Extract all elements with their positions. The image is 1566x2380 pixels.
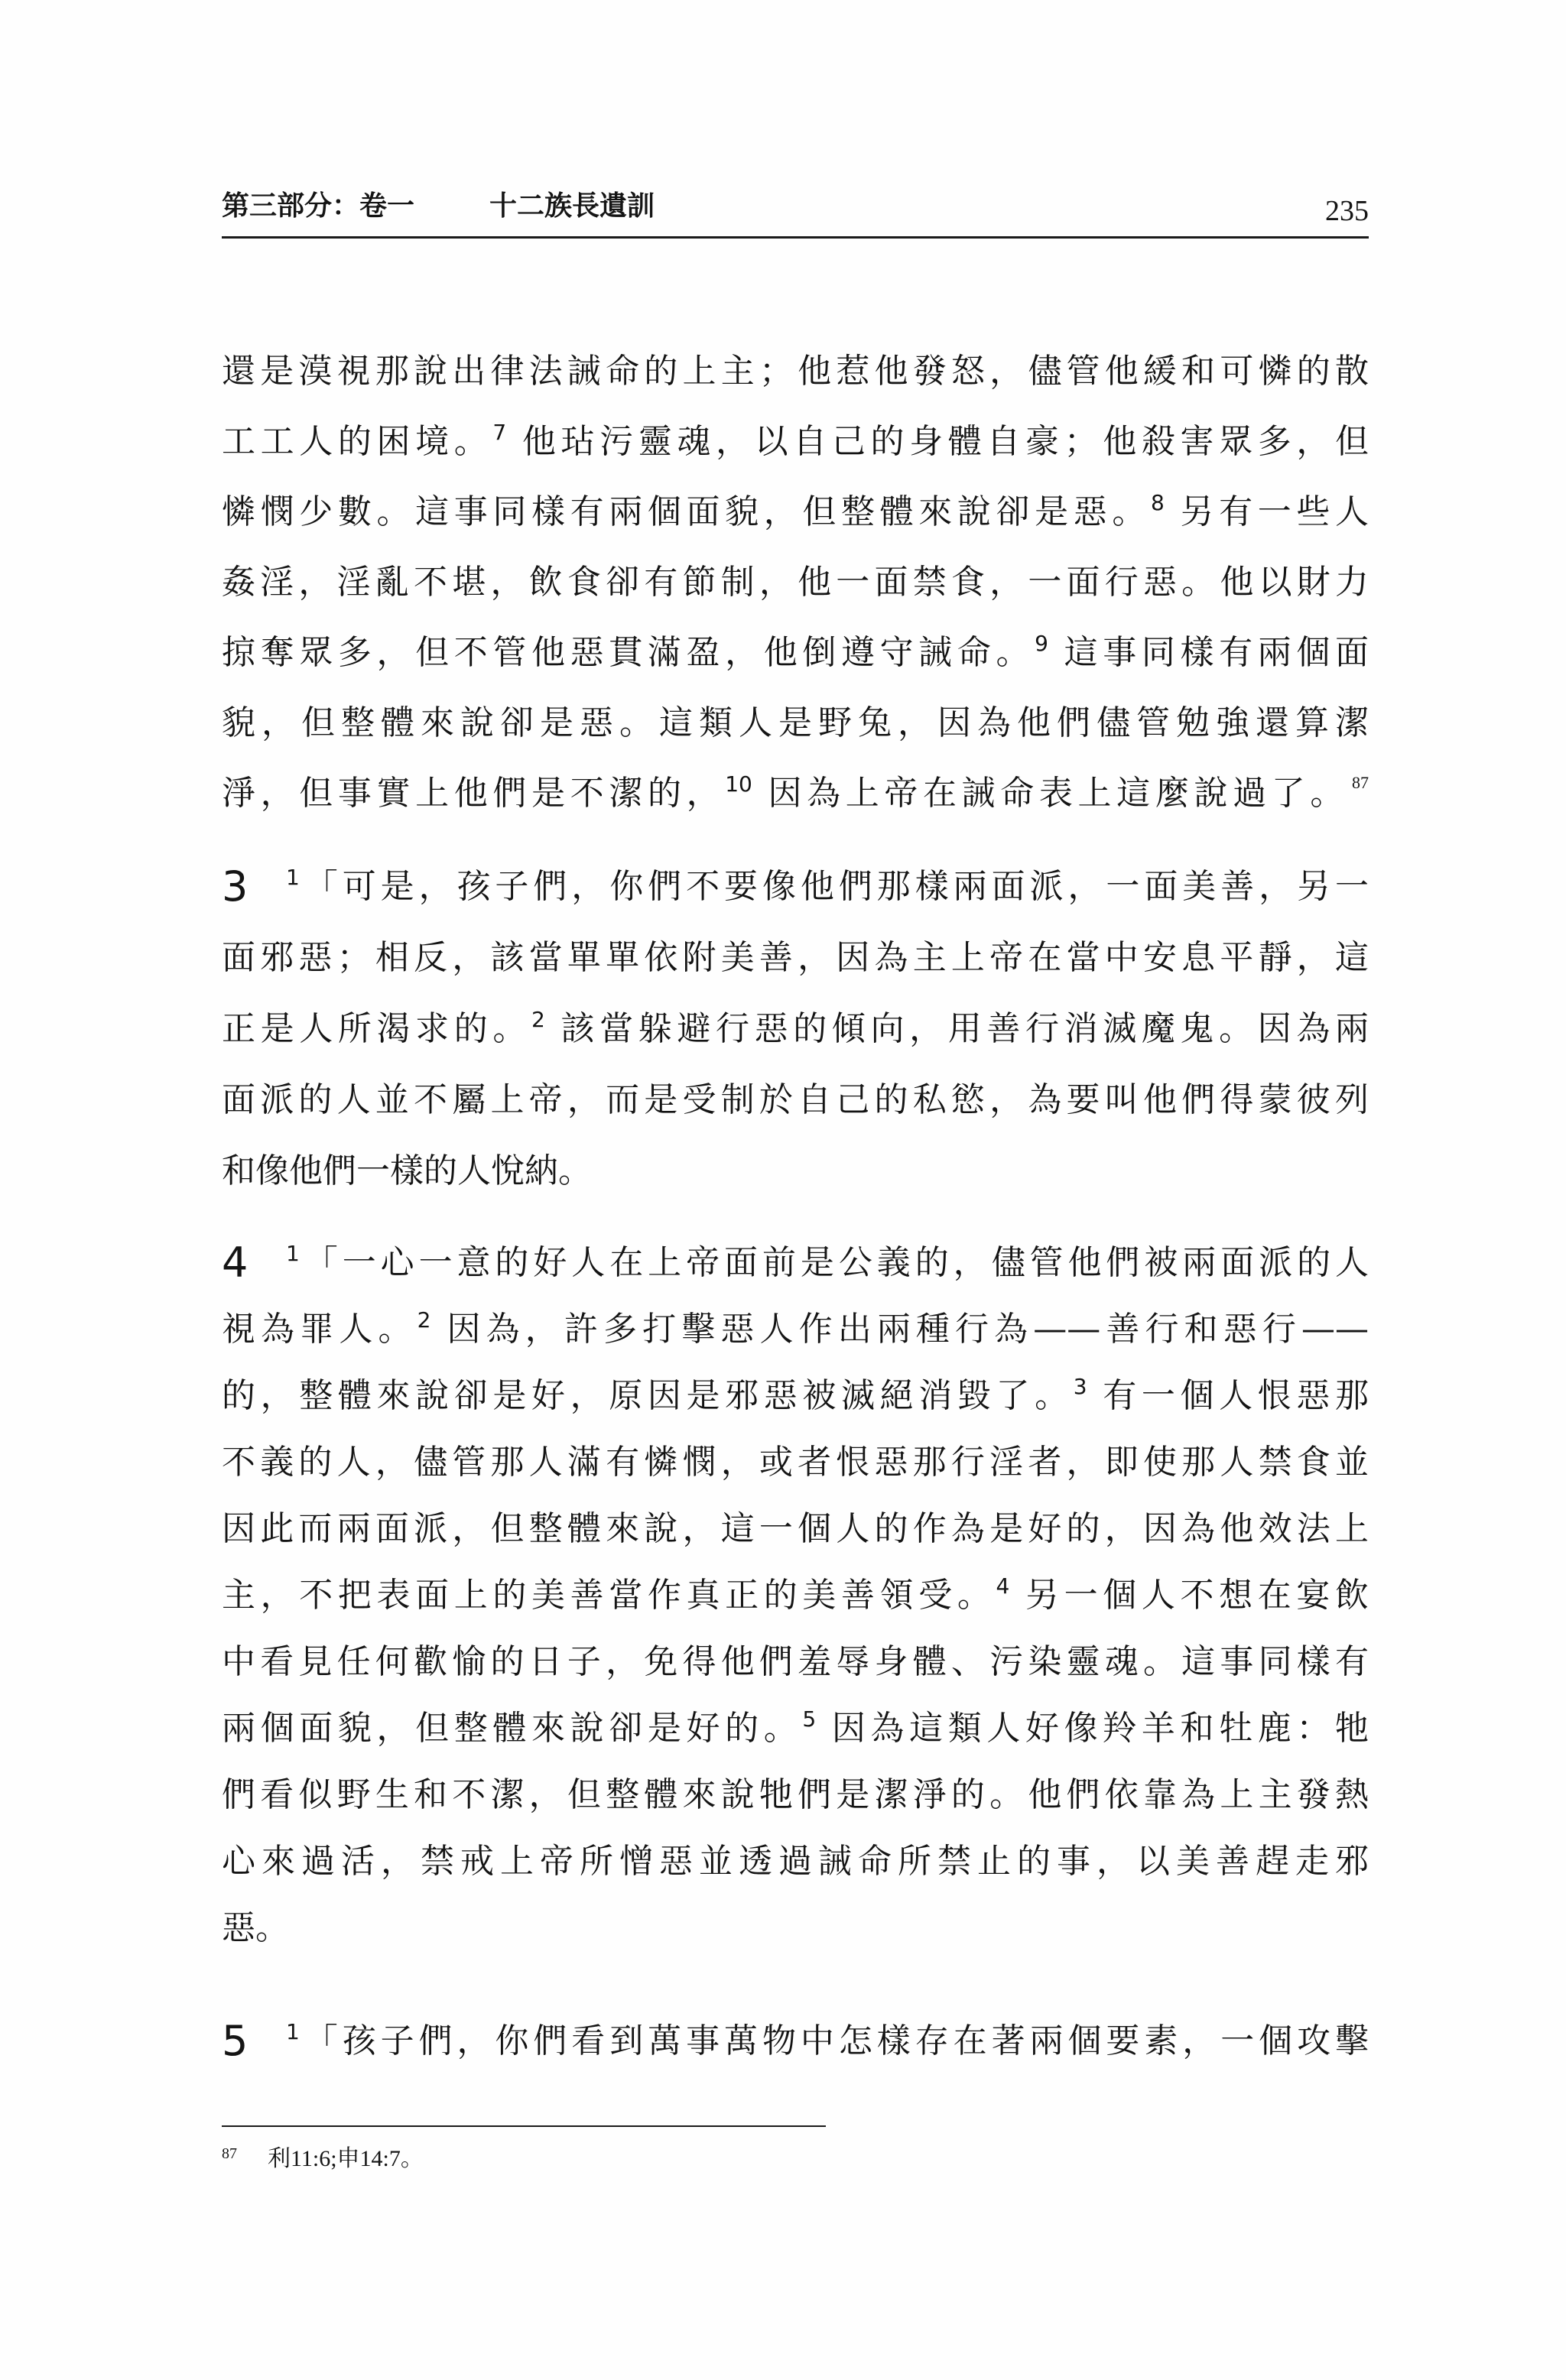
verse-number: 5 <box>802 1706 817 1732</box>
verse-number: 2 <box>531 1007 545 1033</box>
line-text: 這事同樣有兩個面 <box>1048 633 1369 672</box>
line-text: 因為，許多打擊惡人作出兩種行為——善行和惡行—— <box>430 1310 1369 1349</box>
text-line <box>222 1828 1369 1895</box>
verse-number: 1 <box>286 1241 300 1267</box>
text-line <box>222 1429 1369 1495</box>
line-text: 因此而兩面派，但整體來說，這一個人的作為是好的，因為他效法上 <box>222 1509 1369 1548</box>
line-text: 面邪惡；相反，該當單單依附美善，因為主上帝在當中安息平靜，這 <box>222 938 1369 977</box>
line-text: 和像他們一樣的人悅納。 <box>222 1151 592 1190</box>
text-line <box>222 2007 1369 2076</box>
text-line <box>222 477 1369 547</box>
text-line <box>222 758 1369 829</box>
footnote-ref: 87 <box>1352 773 1369 793</box>
paragraph-number: 5 <box>222 2017 249 2065</box>
line-text: 另一個人不想在宴飲 <box>1009 1576 1369 1615</box>
text-line <box>222 1495 1369 1562</box>
line-text: 因為這類人好像羚羊和牡鹿：牠 <box>816 1709 1369 1748</box>
line-text: 因為上帝在誡命表上這麼說過了。 <box>752 774 1349 813</box>
line-text: 主，不把表面上的美善當作真正的美善領受。 <box>222 1576 996 1615</box>
text-line <box>222 1362 1369 1429</box>
line-text: 掠奪眾多，但不管他惡貫滿盈，他倒遵守誡命。 <box>222 633 1035 672</box>
line-text: 的，整體來說卻是好，原因是邪惡被滅絕消毀了。 <box>222 1376 1074 1415</box>
header-rule <box>222 236 1369 239</box>
verse-number: 1 <box>286 2019 300 2045</box>
footnote <box>222 2141 424 2180</box>
line-text: 「孩子們，你們看到萬事萬物中怎樣存在著兩個要素，一個攻擊 <box>299 2021 1369 2060</box>
text-line <box>222 1135 1369 1206</box>
line-text: 惡。 <box>222 1908 289 1947</box>
line-text: 有一個人恨惡那 <box>1087 1376 1369 1415</box>
footnote-text: 利11:6;申14:7。 <box>268 2146 424 2171</box>
text-line <box>222 1562 1369 1628</box>
line-text: 們看似野生和不潔，但整體來說牠們是潔淨的。他們依靠為上主發熱 <box>222 1775 1369 1814</box>
text-line <box>222 1064 1369 1135</box>
line-text: 憐憫少數。這事同樣有兩個面貌，但整體來說卻是惡。 <box>222 492 1152 531</box>
line-text: 工工人的困境。 <box>222 422 493 461</box>
text-line <box>222 1895 1369 1961</box>
text-line <box>222 1229 1369 1296</box>
paragraph-number: 4 <box>222 1239 249 1287</box>
line-text: 中看見任何歡愉的日子，免得他們羞辱身體、污染靈魂。這事同樣有 <box>222 1642 1369 1681</box>
text-line <box>222 922 1369 993</box>
line-text: 「一心一意的好人在上帝面前是公義的，儘管他們被兩面派的人 <box>299 1243 1369 1282</box>
line-text: 正是人所渴求的。 <box>222 1009 532 1048</box>
verse-number: 8 <box>1151 490 1165 516</box>
text-line <box>222 336 1369 407</box>
paragraph <box>222 2007 1369 2076</box>
verse-number: 10 <box>725 771 752 797</box>
paragraph <box>222 1229 1369 1961</box>
verse-number: 9 <box>1035 631 1048 657</box>
text-line <box>222 407 1369 477</box>
running-header-section: 第三部分：卷一 <box>222 190 415 222</box>
text-line <box>222 547 1369 618</box>
verse-number: 4 <box>996 1573 1010 1599</box>
line-text: 淨，但事實上他們是不潔的， <box>222 774 726 813</box>
verse-number: 2 <box>417 1307 431 1333</box>
verse-number: 3 <box>1073 1374 1087 1400</box>
running-header-title: 十二族長遺訓 <box>489 190 655 222</box>
line-text: 還是漠視那說出律法誡命的上主；他惹他發怒，儘管他緩和可憐的散 <box>222 352 1369 391</box>
text-line <box>222 1628 1369 1695</box>
line-text: 面派的人並不屬上帝，而是受制於自己的私慾，為要叫他們得蒙彼列 <box>222 1080 1369 1119</box>
line-text: 心來過活，禁戒上帝所憎惡並透過誡命所禁止的事，以美善趕走邪 <box>222 1842 1369 1881</box>
line-text: 另有一些人 <box>1164 492 1369 531</box>
line-text: 視為罪人。 <box>222 1310 417 1349</box>
paragraph-number: 3 <box>222 862 249 911</box>
line-text: 貌，但整體來說卻是惡。這類人是野兔，因為他們儘管勉強還算潔 <box>222 703 1369 742</box>
text-line <box>222 1296 1369 1362</box>
text-line <box>222 688 1369 758</box>
text-line <box>222 618 1369 688</box>
footnote-rule <box>222 2125 826 2127</box>
line-text: 他玷污靈魂，以自己的身體自豪；他殺害眾多，但 <box>506 422 1369 461</box>
line-text: 該當躲避行惡的傾向，用善行消滅魔鬼。因為兩 <box>544 1009 1369 1048</box>
verse-number: 7 <box>492 420 507 446</box>
text-line <box>222 1761 1369 1828</box>
line-text: 姦淫，淫亂不堪，飲食卻有節制，他一面禁食，一面行惡。他以財力 <box>222 563 1369 602</box>
text-line <box>222 993 1369 1064</box>
line-text: 「可是，孩子們，你們不要像他們那樣兩面派，一面美善，另一 <box>299 867 1369 906</box>
line-text: 不義的人，儘管那人滿有憐憫，或者恨惡那行淫者，即使那人禁食並 <box>222 1443 1369 1482</box>
verse-number: 1 <box>286 865 300 891</box>
page-number: 235 <box>1325 195 1369 227</box>
text-line <box>222 1695 1369 1761</box>
paragraph <box>222 336 1369 829</box>
footnote-marker: 87 <box>222 2145 237 2162</box>
paragraph <box>222 851 1369 1206</box>
line-text: 兩個面貌，但整體來說卻是好的。 <box>222 1709 803 1748</box>
text-line <box>222 851 1369 922</box>
